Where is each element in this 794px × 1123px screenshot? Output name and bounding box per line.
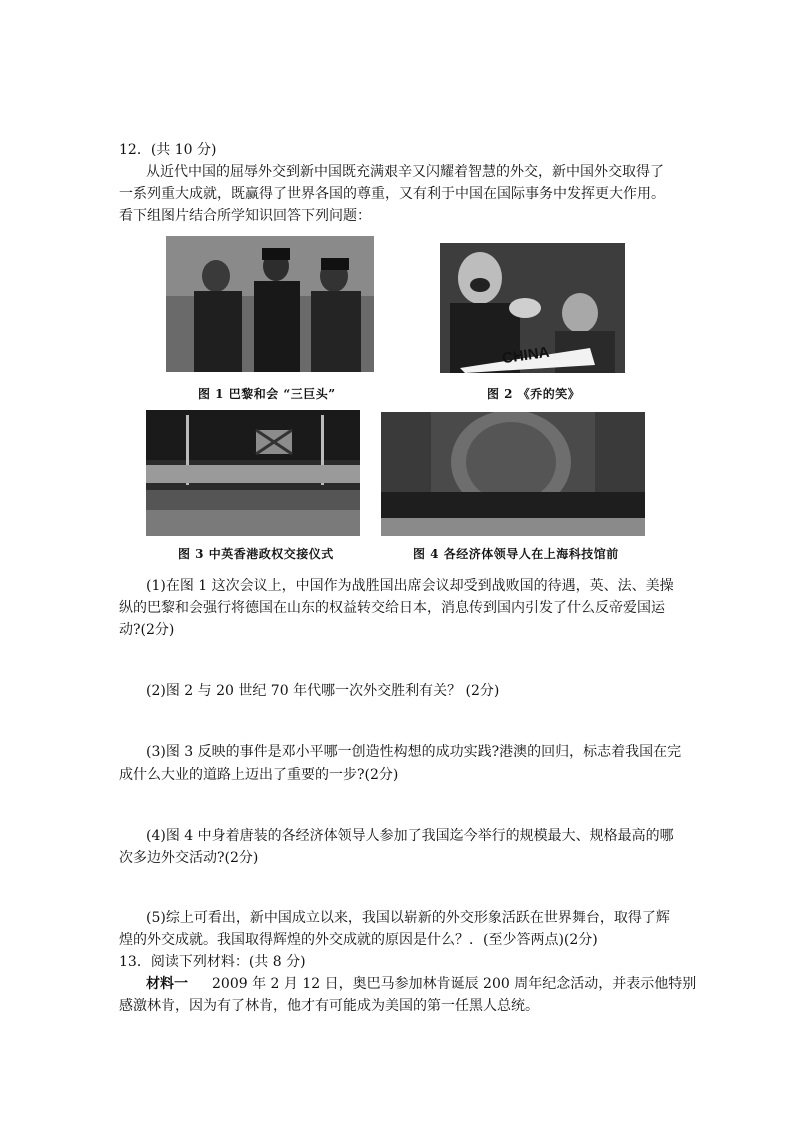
figure-4-photo bbox=[381, 412, 645, 536]
material-1-line-1: 2009 年 2 月 12 日，奥巴马参加林肯诞辰 200 周年纪念活动，并表示他特别 bbox=[212, 976, 697, 992]
figure-4-caption: 图 4 各经济体领导人在上海科技馆前 bbox=[413, 547, 619, 561]
figure-2-photo bbox=[440, 243, 625, 373]
figure-3-photo bbox=[146, 410, 360, 536]
sub5-line-2: 煌的外交成就。我国取得辉煌的外交成就的原因是什么？．(至少答两点)(2分) bbox=[119, 932, 598, 948]
intro-line-3: 看下组图片结合所学知识回答下列问题： bbox=[119, 208, 371, 224]
sub1-line-2: 纵的巴黎和会强行将德国在山东的权益转交给日本，消息传到国内引发了什么反帝爱国运 bbox=[119, 600, 665, 616]
material-1-label: 材料一 bbox=[146, 976, 188, 992]
intro-line-2: 一系列重大成就，既赢得了世界各国的尊重，又有利于中国在国际事务中发挥更大作用。 bbox=[119, 186, 665, 202]
figure-1-caption: 图 1 巴黎和会 “三巨头” bbox=[198, 387, 336, 401]
sub4-line-2: 次多边外交活动?(2分) bbox=[119, 850, 259, 866]
question-13-heading: 13．阅读下列材料：(共 8 分) bbox=[119, 954, 306, 970]
intro-line-1: 从近代中国的屈辱外交到新中国既充满艰辛又闪耀着智慧的外交，新中国外交取得了 bbox=[146, 164, 664, 180]
sub2-line: (2)图 2 与 20 世纪 70 年代哪一次外交胜利有关？ (2分) bbox=[146, 683, 500, 699]
sub1-line-1: (1)在图 1 这次会议上，中国作为战胜国出席会议却受到战败国的待遇，英、法、美操 bbox=[146, 578, 674, 594]
sub4-line-1: (4)图 4 中身着唐装的各经济体领导人参加了我国迄今举行的规模最大、规格最高的哪 bbox=[146, 828, 674, 844]
figure-1-photo bbox=[166, 236, 374, 372]
sub3-line-1: (3)图 3 反映的事件是邓小平哪一创造性构想的成功实践?港澳的回归，标志着我国在完 bbox=[146, 744, 682, 760]
china-banner-text: CHINA bbox=[501, 343, 551, 368]
sub1-line-3: 动?(2分) bbox=[119, 622, 175, 638]
figure-2-caption: 图 2 《乔的笑》 bbox=[487, 387, 581, 401]
sub3-line-2: 成什么大业的道路上迈出了重要的一步?(2分) bbox=[119, 767, 399, 783]
figure-3-caption: 图 3 中英香港政权交接仪式 bbox=[178, 547, 334, 561]
question-12-heading: 12．(共 10 分) bbox=[119, 142, 217, 158]
sub5-line-1: (5)综上可看出，新中国成立以来，我国以崭新的外交形象活跃在世界舞台，取得了辉 bbox=[146, 910, 670, 926]
material-1-line-2: 感激林肯，因为有了林肯，他才有可能成为美国的第一任黑人总统。 bbox=[119, 998, 539, 1014]
